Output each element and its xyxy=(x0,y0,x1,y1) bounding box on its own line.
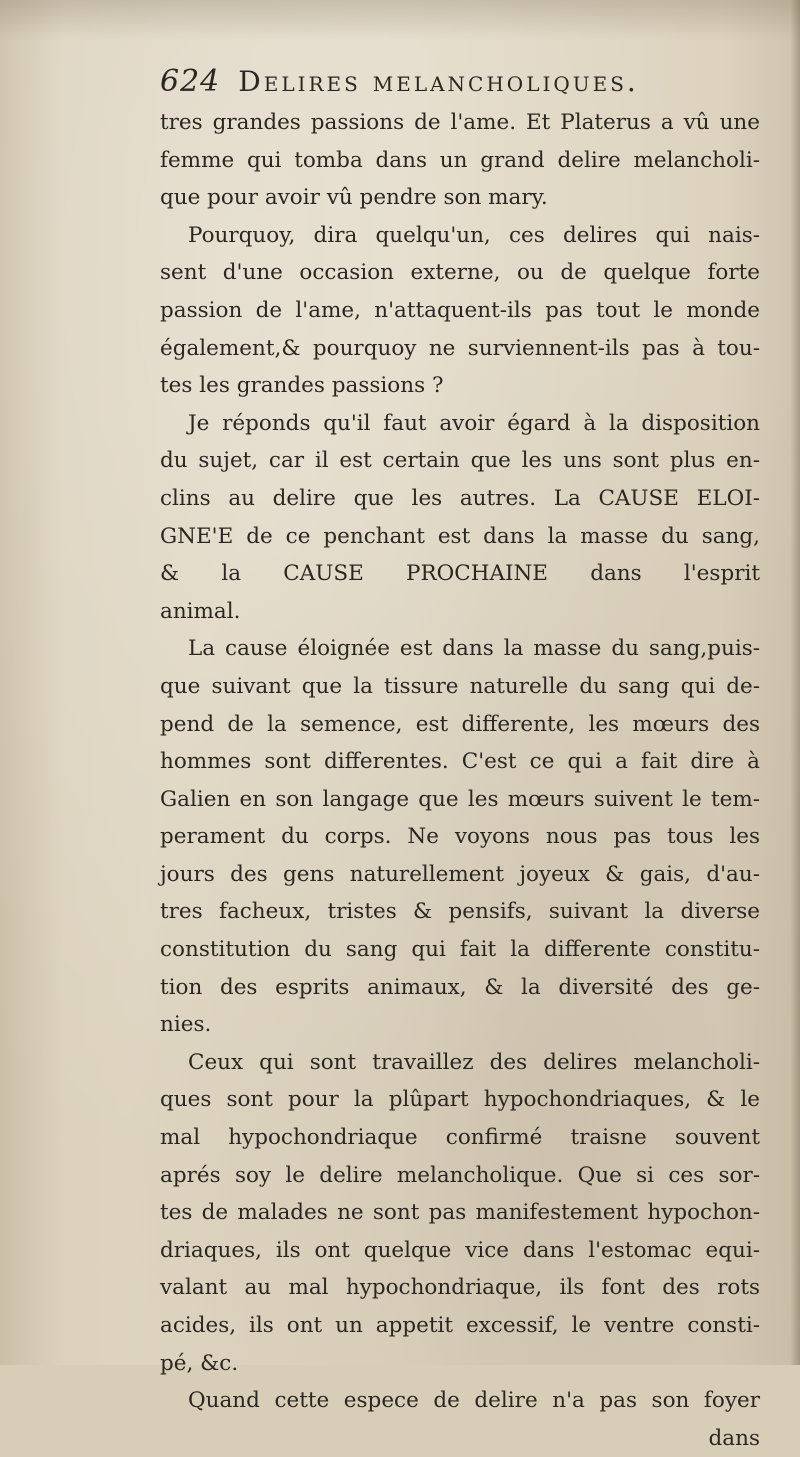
text-line: pé, &c. xyxy=(160,1350,239,1376)
running-title: Delires melancholiques. xyxy=(238,65,639,98)
text-line: passion de l'ame, n'attaquent-ils pas tout le monde xyxy=(160,297,760,323)
text-line: animal. xyxy=(160,598,241,624)
text-line: constitution du sang qui fait la differente constitu- xyxy=(160,937,760,963)
text-line: driaques, ils ont quelque vice dans l'estomac equi- xyxy=(160,1237,760,1263)
text-line: nies. xyxy=(160,1012,212,1038)
text-line: tes les grandes passions ? xyxy=(160,373,444,399)
page-number: 624 xyxy=(160,64,221,99)
text-line: jours des gens naturellement joyeux & gais, d'au- xyxy=(160,861,760,887)
text-line: clins au delire que les autres. La CAUSE ELOI- xyxy=(160,485,760,511)
text-line: La cause éloignée est dans la masse du sang,puis- xyxy=(188,636,760,662)
catchword: dans xyxy=(708,1425,760,1451)
text-line: femme qui tomba dans un grand delire melancholi- xyxy=(160,147,760,173)
page-shadow-top xyxy=(0,0,800,40)
text-line: & la CAUSE PROCHAINE dans l'esprit xyxy=(160,561,760,587)
text-line: tres grandes passions de l'ame. Et Platerus a vû une xyxy=(160,110,760,135)
text-line: valant au mal hypochondriaque, ils font des rots xyxy=(160,1275,760,1301)
body-text xyxy=(160,104,760,1420)
text-line: tes de malades ne sont pas manifestement hypochon- xyxy=(160,1200,760,1226)
text-line: Ceux qui sont travaillez des delires melancholi- xyxy=(188,1049,760,1075)
text-line: tion des esprits animaux, & la diversité des ge- xyxy=(160,974,760,1000)
text-line: pend de la semence, est differente, les mœurs des xyxy=(160,711,760,737)
text-line: hommes sont differentes. C'est ce qui a fait dire à xyxy=(160,749,760,775)
text-line: GNE'E de ce penchant est dans la masse du sang, xyxy=(160,523,760,549)
text-block xyxy=(160,64,760,1457)
text-line: que suivant que la tissure naturelle du sang qui de- xyxy=(160,673,760,699)
text-line: perament du corps. Ne voyons nous pas tous les xyxy=(160,824,760,850)
text-line: tres facheux, tristes & pensifs, suivant la diverse xyxy=(160,899,760,925)
text-line: Galien en son langage que les mœurs suivent le tem- xyxy=(160,786,760,812)
text-line: Je réponds qu'il faut avoir égard à la disposition xyxy=(188,410,760,436)
text-line: acides, ils ont un appetit excessif, le ventre consti- xyxy=(160,1313,760,1338)
text-line: sent d'une occasion externe, ou de quelque forte xyxy=(160,260,760,286)
text-line: également,& pourquoy ne surviennent-ils pas à tou- xyxy=(160,335,760,361)
text-line: mal hypochondriaque confirmé traisne souvent xyxy=(160,1125,760,1151)
text-line: que pour avoir vû pendre son mary. xyxy=(160,185,548,211)
text-line: Quand cette espece de delire n'a pas son foyer xyxy=(188,1388,760,1414)
text-line: du sujet, car il est certain que les uns sont plus en- xyxy=(160,448,760,474)
text-line: aprés soy le delire melancholique. Que si ces sor- xyxy=(160,1162,760,1188)
text-line: Pourquoy, dira quelqu'un, ces delires qui nais- xyxy=(188,222,760,248)
running-head xyxy=(160,64,760,104)
text-line: ques sont pour la plûpart hypochondriaques, & le xyxy=(160,1087,760,1113)
page-shadow-right xyxy=(790,0,800,1365)
